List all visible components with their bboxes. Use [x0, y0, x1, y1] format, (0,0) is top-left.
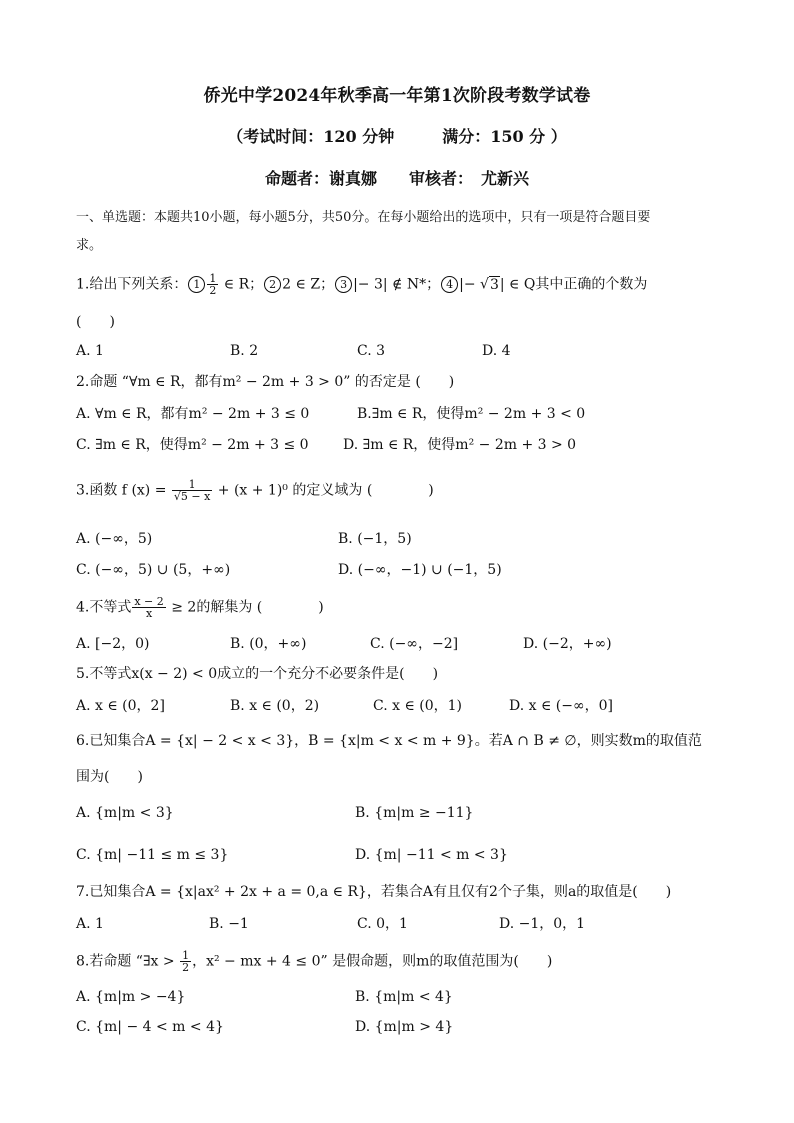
question-6-line1: 6.已知集合A = {x| − 2 < x < 3}，B = {x|m < x < m + 9}。若A ∩ B ≠ ∅，则实数m的取值范 — [76, 733, 702, 749]
q4-option-a: A. [−2，0) — [76, 636, 150, 652]
q1-option-c: C. 3 — [357, 343, 386, 359]
q8-option-a: A. {m|m > −4} — [76, 989, 186, 1005]
question-8: 8.若命题 “∃x > $\frac{1}{2}$ ，x² − mx + 4 ≤ 0” 是假命题，则m的取值范围为( ) — [76, 949, 553, 974]
fraction: $\frac{1}{2}$ — [209, 272, 217, 297]
q4-option-b: B. (0，+∞) — [230, 636, 307, 652]
q6-option-d: D. {m| −11 < m < 3} — [355, 847, 508, 863]
q4-option-d: D. (−2，+∞) — [523, 636, 612, 652]
q3-option-a: A. (−∞，5) — [76, 531, 153, 547]
q3-option-c: C. (−∞，5) ∪ (5，+∞) — [76, 562, 231, 578]
q3-option-b: B. (−1，5) — [338, 531, 412, 547]
q8-option-d: D. {m|m > 4} — [355, 1019, 454, 1035]
q1-option-a: A. 1 — [76, 343, 104, 359]
q6-option-a: A. {m|m < 3} — [76, 805, 174, 821]
circled-number-1: 1 — [188, 276, 205, 293]
q5-option-b: B. x ∈ (0，2) — [230, 698, 320, 714]
question-2: 2.命题 “∀m ∈ R，都有m² − 2m + 3 > 0” 的否定是 ( ) — [76, 374, 455, 390]
q5-option-a: A. x ∈ (0，2] — [76, 698, 165, 714]
exam-title: 侨光中学2024年秋季高一年第1次阶段考数学试卷 — [203, 86, 591, 106]
q2-option-a: A. ∀m ∈ R，都有m² − 2m + 3 ≤ 0 — [76, 406, 310, 422]
q4-option-c: C. (−∞，−2] — [370, 636, 459, 652]
q3-option-d: D. (−∞，−1) ∪ (−1，5) — [338, 562, 502, 578]
question-4: 4.不等式 $\frac{x - 2}{x}$ ≥ 2的解集为 ( ) — [76, 595, 324, 620]
q7-option-a: A. 1 — [76, 916, 104, 932]
sqrt-symbol: √ — [480, 276, 489, 293]
q5-option-d: D. x ∈ (−∞，0] — [509, 698, 614, 714]
q7-option-b: B. −1 — [209, 916, 249, 932]
q6-option-b: B. {m|m ≥ −11} — [355, 805, 474, 821]
question-1: 1.给出下列关系： 1 $\frac{1}{2}$ ∈ R； 2 2 ∈ Z； 3 |− 3| ∉ N*； 4 |− √3| ∈ Q其中正确的个数为 — [76, 272, 648, 297]
q2-option-c: C. ∃m ∈ R，使得m² − 2m + 3 ≤ 0 — [76, 437, 309, 453]
exam-authors: 命题者：谢真娜 审核者： 尤新兴 — [264, 169, 529, 188]
question-7: 7.已知集合A = {x|ax² + 2x + a = 0,a ∈ R}，若集合A有且仅有2个子集，则a的取值是( ) — [76, 884, 672, 900]
circled-number-3: 3 — [335, 276, 352, 293]
circled-number-2: 2 — [264, 276, 281, 293]
fraction: $\frac{x - 2}{x}$ — [134, 595, 164, 620]
section-heading-line2: 求。 — [76, 238, 103, 253]
q8-option-b: B. {m|m < 4} — [355, 989, 453, 1005]
exam-subtitle: （考试时间：120 分钟 满分：150 分 ） — [227, 127, 567, 146]
q1-text: 1.给出下列关系： — [76, 276, 188, 293]
q7-option-d: D. −1，0，1 — [499, 916, 586, 932]
q1-option-b: B. 2 — [230, 343, 259, 359]
q1-option-d: D. 4 — [482, 343, 511, 359]
q7-option-c: C. 0，1 — [357, 916, 408, 932]
fraction: $\frac{1}{2}$ — [182, 949, 190, 974]
fraction: $\frac{1}{√5 - x}$ — [173, 478, 211, 503]
circled-number-4: 4 — [441, 276, 458, 293]
q6-option-c: C. {m| −11 ≤ m ≤ 3} — [76, 847, 229, 863]
question-3: 3.函数 f (x) = $\frac{1}{√5 - x}$ + (x + 1)⁰ 的定义域为 ( ) — [76, 478, 434, 503]
sqrt-radicand: 3 — [489, 276, 499, 293]
q2-option-b: B.∃m ∈ R，使得m² − 2m + 3 < 0 — [357, 406, 586, 422]
question-5: 5.不等式x(x − 2) < 0成立的一个充分不必要条件是( ) — [76, 666, 439, 682]
q2-option-d: D. ∃m ∈ R，使得m² − 2m + 3 > 0 — [343, 437, 577, 453]
q1-answer-blank: ( ) — [76, 314, 115, 330]
question-6-line2: 围为( ) — [76, 769, 143, 785]
section-heading-line1: 一、单选题：本题共10小题，每小题5分，共50分。在每小题给出的选项中，只有一项是符合题目要 — [76, 210, 651, 225]
q8-option-c: C. {m| − 4 < m < 4} — [76, 1019, 224, 1035]
q5-option-c: C. x ∈ (0，1) — [373, 698, 463, 714]
